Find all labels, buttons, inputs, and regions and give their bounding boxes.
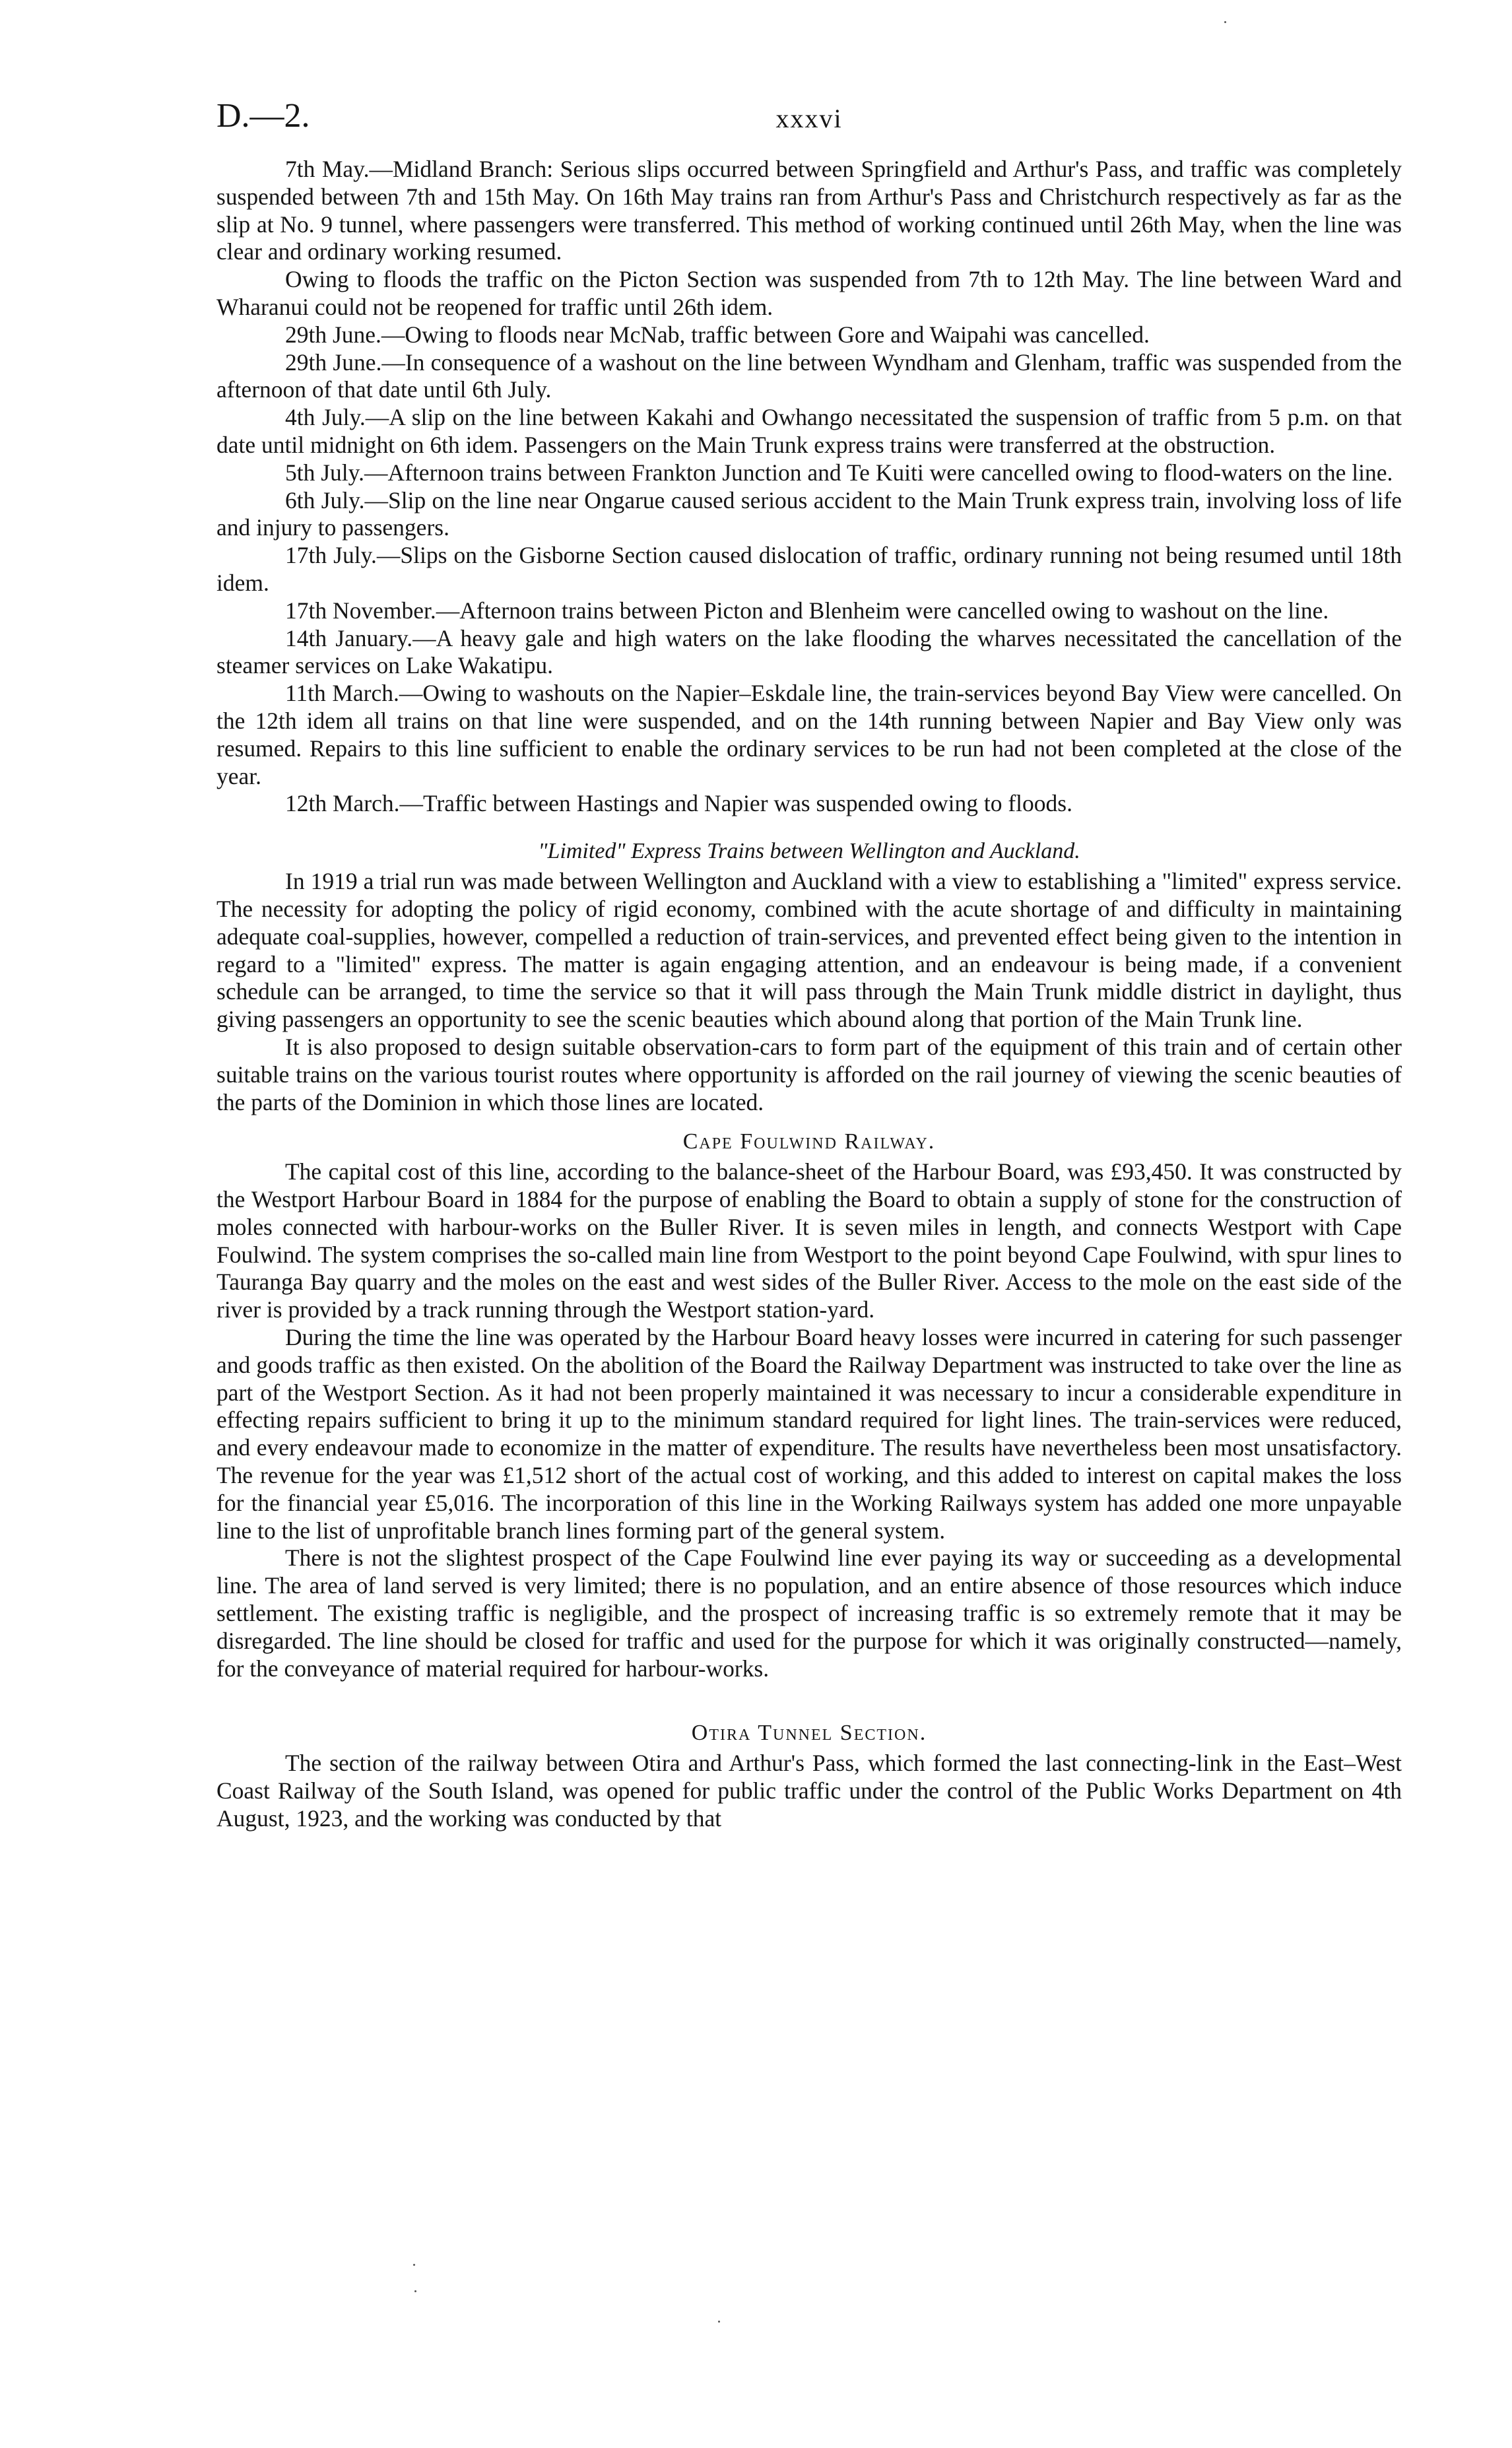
chronicle-paragraph: 14th January.—A heavy gale and high waters on the lake flooding the wharves necessitated the cancellation of the steamer services on Lake Wakatipu.: [216, 624, 1402, 679]
chronicle-paragraph: 5th July.—Afternoon trains between Frankton Junction and Te Kuiti were cancelled owing to flood-waters on the line.: [285, 459, 1393, 486]
chronicle-paragraph: 17th November.—Afternoon trains between Picton and Blenheim were cancelled owing to washout on the line.: [285, 597, 1329, 624]
chronicle-paragraph: 4th July.—A slip on the line between Kakahi and Owhango necessitated the suspension of traffic from 5 p.m. on that date until midnight on 6th idem. Passengers on the Main Trunk express trains were transferred at the obstruction.: [216, 404, 1402, 458]
page-number: xxxvi: [775, 104, 843, 133]
limited-express-paragraph: It is also proposed to design suitable observation-cars to form part of the equipment of this train and of certain other suitable trains on the various tourist routes where opportunity is afforded on the rail journey of viewing the scenic beauties of the parts of the Dominion in which those lines are located.: [216, 1033, 1402, 1115]
cape-foulwind-paragraph: The capital cost of this line, according to the balance-sheet of the Harbour Board, was £93,450. It was constructed by the Westport Harbour Board in 1884 for the purpose of enabling the Board to obtain a supply of stone for the construction of moles connected with harbour-works on the Buller River. It is seven miles in length, and connects Westport with Cape Foulwind. The system comprises the so-called main line from Westport to the point beyond Cape Foulwind, with spur lines to Tauranga Bay quarry and the moles on the east and west sides of the Buller River. Access to the mole on the east side of the river is provided by a track running through the Westport station-yard.: [216, 1158, 1402, 1323]
chronicle-paragraph: 17th July.—Slips on the Gisborne Section caused dislocation of traffic, ordinary running not being resumed until 18th idem.: [216, 542, 1402, 596]
chronicle-paragraph: 7th May.—Midland Branch: Serious slips occurred between Springfield and Arthur's Pass, and traffic was completely suspended between 7th and 15th May. On 16th May trains ran from Arthur's Pass and Christchurch respectively as far as the slip at No. 9 tunnel, where passengers were transferred. This method of working continued until 26th May, when the line was clear and ordinary working resumed.: [216, 156, 1402, 265]
cape-foulwind-paragraph: During the time the line was operated by the Harbour Board heavy losses were incurred in catering for such passenger and goods traffic as then existed. On the abolition of the Board the Railway Department was instructed to take over the line as part of the Westport Section. As it had not been properly maintained it was necessary to incur a considerable expenditure in effecting repairs sufficient to bring it up to the minimum standard required for light lines. The train-services were reduced, and every endeavour made to economize in the matter of expenditure. The results have nevertheless been most unsatisfactory. The revenue for the year was £1,512 short of the actual cost of working, and this added to interest on capital makes the loss for the financial year £5,016. The incorporation of this line in the Working Railways system has added one more unpayable line to the list of unprofitable branch lines forming part of the general system.: [216, 1324, 1402, 1544]
scan-speck: [1224, 21, 1226, 23]
document-body: [216, 156, 1402, 1833]
scan-speck: [414, 2290, 416, 2292]
chronicle-paragraph: 11th March.—Owing to washouts on the Napier–Eskdale line, the train-services beyond Bay View were cancelled. On the 12th idem all trains on that line were suspended, and on the 14th running between Napier and Bay View only was resumed. Repairs to this line sufficient to enable the ordinary services to be run had not been completed at the close of the year.: [216, 680, 1402, 789]
scan-speck: [413, 2264, 415, 2266]
document-page: [216, 99, 1402, 1833]
document-code: D.—2.: [216, 97, 310, 135]
chronicle-paragraph: Owing to floods the traffic on the Picton Section was suspended from 7th to 12th May. The line between Ward and Wharanui could not be reopened for traffic until 26th idem.: [216, 266, 1402, 320]
cape-foulwind-paragraph: There is not the slightest prospect of the Cape Foulwind line ever paying its way or succeeding as a developmental line. The area of land served is very limited; there is no population, and an entire absence of those resources which induce settlement. The existing traffic is negligible, and the prospect of increasing traffic is so extremely remote that it may be disregarded. The line should be closed for traffic and used for the purpose for which it was originally constructed—namely, for the conveyance of material required for harbour-works.: [216, 1544, 1402, 1682]
section-heading-cape-foulwind: Cape Foulwind Railway.: [682, 1129, 936, 1154]
scan-speck: [718, 2321, 720, 2323]
section-heading-otira-tunnel: Otira Tunnel Section.: [691, 1721, 927, 1746]
otira-tunnel-paragraph: The section of the railway between Otira and Arthur's Pass, which formed the last connecting-link in the East–West Coast Railway of the South Island, was opened for public traffic under the control of the Public Works Department on 4th August, 1923, and the working was conducted by that: [216, 1750, 1402, 1832]
chronicle-paragraph: 29th June.—Owing to floods near McNab, traffic between Gore and Waipahi was cancelled.: [285, 321, 1150, 348]
limited-express-paragraph: In 1919 a trial run was made between Wellington and Auckland with a view to establishing a "limited" express service. The necessity for adopting the policy of rigid economy, combined with the acute shortage of and difficulty in maintaining adequate coal-supplies, however, compelled a reduction of train-services, and prevented effect being given to the intention in regard to a "limited" express. The matter is again engaging attention, and an endeavour is being made, if a convenient schedule can be arranged, to time the service so that it will pass through the Main Trunk middle district in daylight, thus giving passengers an opportunity to see the scenic beauties which abound along that portion of the Main Trunk line.: [216, 868, 1402, 1033]
section-heading-limited-express: "Limited" Express Trains between Wellington and Auckland.: [538, 839, 1080, 864]
chronicle-paragraph: 29th June.—In consequence of a washout on the line between Wyndham and Glenham, traffic was suspended from the afternoon of that date until 6th July.: [216, 348, 1402, 403]
page-header: [216, 99, 1402, 141]
chronicle-paragraph: 6th July.—Slip on the line near Ongarue caused serious accident to the Main Trunk express train, involving loss of life and injury to passengers.: [216, 486, 1402, 541]
chronicle-paragraph: 12th March.—Traffic between Hastings and Napier was suspended owing to floods.: [285, 790, 1072, 817]
